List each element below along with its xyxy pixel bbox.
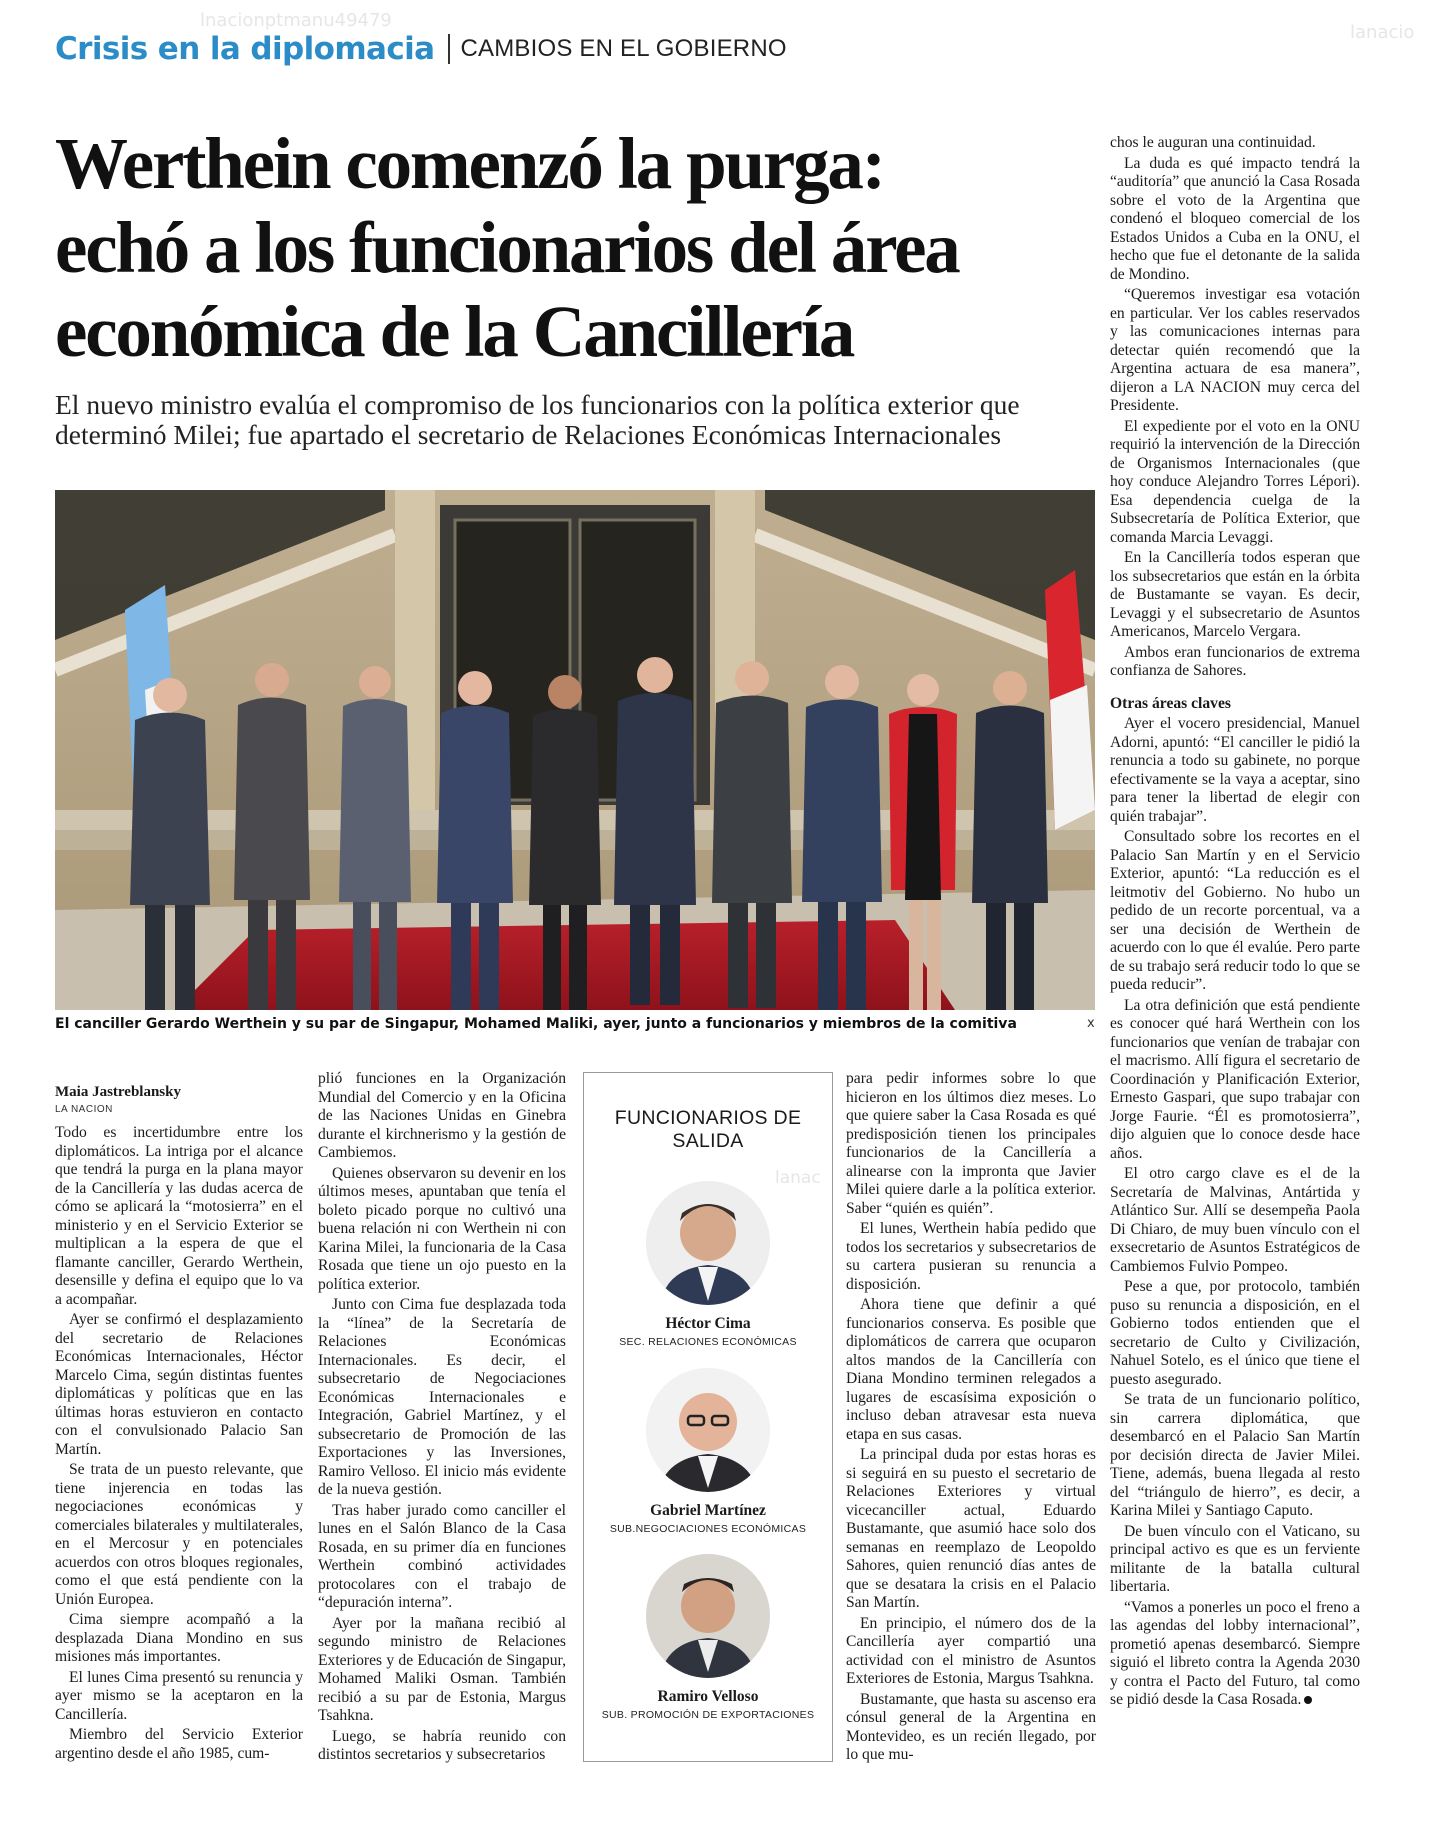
sidebar-title: FUNCIONARIOS DE SALIDA [614,1107,802,1152]
person-name: Ramiro Velloso [657,1688,759,1705]
paragraph: Ayer se confirmó el desplazamiento del secretario de Relaciones Económicas Internacionales, Héctor Marcelo Cima, según distintas fuentes diplomáticas y políticas que en las últimas horas estuvieron en contacto con el convulsionado Palacio San Martín. [55,1311,303,1458]
sidebar-person [584,1554,832,1722]
paragraph: Se trata de un puesto relevante, que tiene injerencia en todas las negociaciones económicas y comerciales bilaterales y multilaterales, en el Mercosur y en potenciales acuerdos con otros bloques regionales, como el que está pendiente con la Unión Europea. [55,1461,303,1608]
watermark: lnacionptmanu49479 [200,10,392,31]
article-column-3 [846,1070,1096,1767]
paragraph: Junto con Cima fue desplazada toda la “línea” de la Secretaría de Relaciones Económicas Internacionales. Es decir, el subsecretario de Negociaciones Económicas Internacionales e Integración, Gabriel Martínez, y el subsecretario de Promoción de las Exportaciones y las Inversiones, Ramiro Velloso. El inicio más evidente de la nueva gestión. [318,1296,566,1498]
paragraph: Ahora tiene que definir a qué funcionarios conserva. Es posible que diplomáticos de carrera que ocuparon altos mandos de la Cancillería con Diana Mondino terminen relegados a lugares de escasísima exposición o incluso deban atravesar esta nueva etapa en sus casas. [846,1296,1096,1443]
article-column-4 [1110,134,1360,1712]
paragraph: Tras haber jurado como canciller el lunes en el Salón Blanco de la Casa Rosada, en su primer día en funciones Werthein combinó actividades protocolares con el trabajo de “depuración interna”. [318,1501,566,1611]
paragraph: Luego, se habría reunido con distintos secretarios y subsecretarios [318,1727,566,1763]
paragraph: El expediente por el voto en la ONU requirió la intervención de la Dirección de Organismos Internacionales (que hoy conduce Alejandro Torres Lépori). Esa dependencia cuelga de la Subsecretaría de Política Exterior, que comanda Marcia Levaggi. [1110,417,1360,546]
paragraph: para pedir informes sobre lo que hicieron en los últimos diez meses. Lo que quiere saber la Casa Rosada es qué predisposición tienen los principales funcionarios de la Cancillería a alinearse con la impronta que Javier Milei quiere darle a la política exterior. Saber “quién es quién”. [846,1070,1096,1217]
sidebar-person [584,1368,832,1536]
paragraph: La principal duda por estas horas es si seguirá en su puesto el secretario de Relaciones Exteriores y virtual vicecanciller actual, Eduardo Bustamante, que asumió hace solo dos semanas en reemplazo de Leopoldo Sahores, quien renunció días antes de que se desatara la crisis en el Palacio San Martín. [846,1446,1096,1611]
portrait-avatar [646,1554,770,1678]
paragraph: El lunes, Werthein había pedido que todos los secretarios y subsecretarios de su cartera pusieran su renuncia a disposición. [846,1220,1096,1293]
paragraph: Todo es incertidumbre entre los diplomáticos. La intriga por el alcance que tendrá la purga en la plana mayor de la Cancillería y las dudas acerca de cómo se aplicará la “motosierra” en el ministerio y en el Servicio Exterior se multiplican a la espera de que el flamante canciller, Gerardo Werthein, desensille y defina el equipo que lo va a acompañar. [55,1124,303,1308]
paragraph: Cima siempre acompañó a la desplazada Diana Mondino en sus misiones más importantes. [55,1611,303,1665]
paragraph: “Queremos investigar esa votación en particular. Ver los cables reservados y las comunicaciones internas para detectar quién recomendó que la Argentina actuara de esa manera”, dijeron a LA NACION muy cerca del Presidente. [1110,286,1360,414]
kicker-divider [448,34,450,64]
section-kicker [55,26,787,72]
photo-illustration [55,490,1095,1010]
article-photo [55,490,1095,1010]
final-paragraph-text: “Vamos a ponerles un poco el freno a las agendas del lobby internacional”, prometió apenas desembarcó. Siempre siguió el libreto contra la Agenda 2030 y contra el Pacto del Futuro, tal como se pidió desde la Casa Rosada. [1110,1598,1360,1708]
paragraph: Pese a que, por protocolo, también puso su renuncia a disposición, en el Gobierno todos entienden que el secretario de Culto y Civilización, Nahuel Sotelo, es el único que tiene el puesto asegurado. [1110,1278,1360,1388]
paragraph: Se trata de un funcionario político, sin carrera diplomática, que desembarcó en el Palacio San Martín por decisión directa de Javier Milei. Tiene, además, buena llegada al resto del “triángulo de hierro”, es decir, a Karina Milei y Santiago Caputo. [1110,1391,1360,1519]
photo-caption: El canciller Gerardo Werthein y su par de Singapur, Mohamed Maliki, ayer, junto a funcionarios y miembros de la comitiva [55,1016,1017,1032]
caption-close-mark: x [1087,1016,1095,1031]
paragraph: La duda es qué impacto tendrá la “auditoría” que anunció la Casa Rosada sobre el voto de la Argentina que condenó el bloqueo comercial de los Estados Unidos a Cuba en la ONU, el hecho que fue el detonante de la salida de Mondino. [1110,154,1360,283]
byline-author: Maia Jastreblansky [55,1084,181,1100]
person-role: SEC. RELACIONES ECONÓMICAS [619,1336,797,1348]
person-role: SUB.NEGOCIACIONES ECONÓMICAS [609,1523,807,1535]
paragraph: La otra definición que está pendiente es conocer qué hará Werthein con los funcionarios que venían de trabajar con el macrismo. Allí figura el secretario de Coordinación y Planificación Exterior, Ernesto Gaspari, que supo trabajar con Jorge Faurie. “Él es promotosierra”, dijo alguien que lo conoce desde hace años. [1110,996,1360,1162]
paragraph: Ayer el vocero presidencial, Manuel Adorni, apuntó: “El canciller le pidió la renuncia a todo su gabinete, no porque efectivamente se la vaya a aceptar, sino para tener la libertad de elegir con quién trabajar”. [1110,715,1360,825]
paragraph [1110,1599,1360,1710]
sidebar-funcionarios [583,1072,833,1762]
watermark: lanacio [1350,22,1415,43]
person-name: Héctor Cima [665,1315,751,1332]
kicker-sub: CAMBIOS EN EL GOBIERNO [460,35,787,62]
kicker-main: Crisis en la diplomacia [55,31,435,67]
headline-line: echó a los funcionarios del área [55,207,959,288]
paragraph: chos le auguran una continuidad. [1110,134,1316,151]
headline-line: Werthein comenzó la purga: [55,123,884,204]
paragraph: Quienes observaron su devenir en los últimos meses, apuntaban que tenía el boleto picado porque no cultivó una buena relación ni con Werthein ni con Karina Milei, la funcionaria de la Casa Rosada que tiene un ojo puesto en la política exterior. [318,1164,566,1293]
paragraph: En principio, el número dos de la Cancillería ayer compartió una actividad con el ministro de Asuntos Exteriores de Estonia, Margus Tsahkna. [846,1614,1096,1687]
paragraph: Ambos eran funcionarios de extrema confianza de Sahores. [1110,643,1360,679]
person-name: Gabriel Martínez [650,1502,766,1519]
paragraph: En la Cancillería todos esperan que los subsecretarios que están en la órbita de Bustamante se vayan. Es decir, Levaggi y el subsecretario de Asuntos Americanos, Marcelo Vergara. [1110,549,1360,640]
headline [55,122,1095,374]
person-role: SUB. PROMOCIÓN DE EXPORTACIONES [601,1709,815,1721]
portrait-avatar [646,1368,770,1492]
article-column-2 [318,1070,566,1767]
subheading: Otras áreas claves [1110,694,1231,712]
paragraph: Miembro del Servicio Exterior argentino desde el año 1985, cum- [55,1726,303,1762]
sidebar-person [584,1181,832,1349]
deck: El nuevo ministro evalúa el compromiso de los funcionarios con la política exterior que determinó Milei; fue apartado el secretario de Relaciones Económicas Internacionales [55,389,1020,450]
paragraph: plió funciones en la Organización Mundial del Comercio y en la Oficina de las Naciones Unidas en Ginebra durante el kirchnerismo y la gestión de Cambiemos. [318,1070,566,1161]
watermark: lanac [775,1168,821,1188]
portrait-avatar [646,1181,770,1305]
paragraph: De buen vínculo con el Vaticano, su principal activo es que es un ferviente militante de la batalla cultural libertaria. [1110,1522,1360,1595]
byline-org: LA NACION [55,1104,113,1115]
end-mark-icon [1304,1696,1312,1704]
paragraph: Ayer por la mañana recibió al segundo ministro de Relaciones Exteriores y de Educación de Singapur, Mohamed Maliki Osman. También recibió a su par de Estonia, Margus Tsahkna. [318,1614,566,1724]
paragraph: El otro cargo clave es el de la Secretaría de Malvinas, Antártida y Atlántico Sur. Allí se desempeña Paola Di Chiaro, de muy buen vínculo con el exsecretario de Asuntos Estratégicos de Cambiemos Fulvio Pompeo. [1110,1165,1360,1275]
paragraph: Consultado sobre los recortes en el Palacio San Martín y en el Servicio Exterior, apuntó: “La reducción es el leitmotiv del Gobierno. No hubo un pedido de un recorte porcentual, va a ser una decisión de Werthein de acuerdo con lo que él evalúe. Pero parte de su trabajo será reducir todo lo que se pueda reducir”. [1110,828,1360,993]
headline-line: económica de la Cancillería [55,291,854,372]
article-column-1 [55,1124,303,1765]
paragraph: El lunes Cima presentó su renuncia y ayer mismo se la aceptaron en la Cancillería. [55,1668,303,1723]
paragraph: Bustamante, que hasta su ascenso era cónsul general de la Argentina en Montevideo, es un recién llegado, por lo que mu- [846,1690,1096,1763]
